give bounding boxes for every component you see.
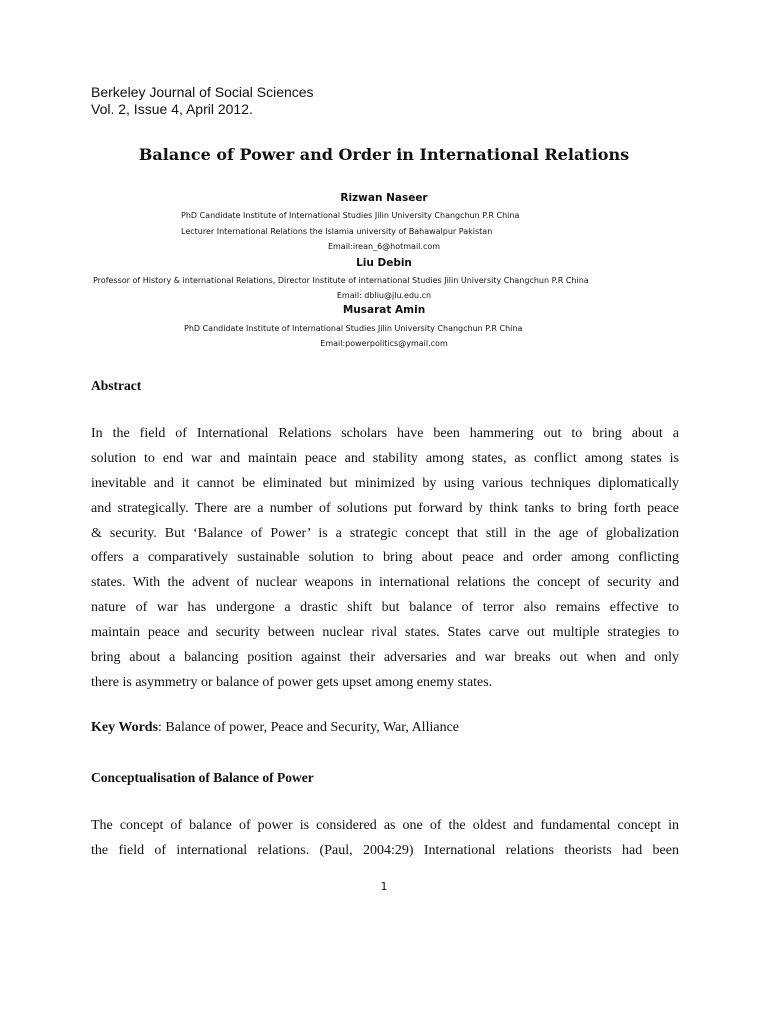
- journal-header: [91, 84, 314, 118]
- abstract-paragraph: [91, 422, 679, 696]
- text-line: maintain peace and security between nuclear rival states. States carve out multiple strategies to: [91, 625, 679, 641]
- text-line: nature of war has undergone a drastic shift but balance of terror also remains effective to: [91, 600, 679, 616]
- text-line: states. With the advent of nuclear weapons in international relations the concept of security and: [91, 575, 679, 591]
- abstract-heading: Abstract: [91, 378, 142, 393]
- journal-issue: Vol. 2, Issue 4, April 2012.: [91, 101, 253, 117]
- author-affiliation: PhD Candidate Institute of International Studies Jilin University Changchun P.R China: [184, 324, 523, 333]
- section-heading: Conceptualisation of Balance of Power: [91, 770, 314, 785]
- paper-title: Balance of Power and Order in International Relations: [138, 145, 630, 164]
- author-email: Email: dbliu@jlu.edu.cn: [336, 291, 432, 300]
- text-line: bring about a balancing position against their adversaries and war breaks out when and only: [91, 650, 679, 666]
- author-name: Musarat Amin: [342, 304, 426, 316]
- author-affiliation: PhD Candidate Institute of International Studies Jilin University Changchun P.R China: [181, 211, 520, 220]
- author-name: Liu Debin: [356, 257, 412, 269]
- author-email: Email:powerpolitics@ymail.com: [320, 339, 448, 348]
- author-affiliation: Professor of History & international Relations, Director Institute of international Studies Jilin University Changchun P.R China: [93, 276, 589, 285]
- text-line: In the field of International Relations scholars have been hammering out to bring about a: [91, 426, 679, 441]
- page-number: 1: [380, 880, 388, 893]
- keywords-line: [91, 720, 459, 736]
- author-affiliation: Lecturer International Relations the Islamia university of Bahawalpur Pakistan: [181, 227, 493, 236]
- text-line: solution to end war and maintain peace and stability among states, as conflict among states is: [91, 450, 679, 466]
- text-line: & security. But ‘Balance of Power’ is a strategic concept that still in the age of globalization: [91, 525, 679, 541]
- text-line: and strategically. There are a number of solutions put forward by think tanks to bring forth peace: [91, 500, 679, 516]
- text-line: inevitable and it cannot be eliminated but minimized by using various techniques diplomatically: [91, 475, 679, 491]
- text-line: The concept of balance of power is considered as one of the oldest and fundamental concept in: [91, 818, 679, 833]
- section-paragraph: [91, 814, 679, 864]
- text-line: the field of international relations. (Paul, 2004:29) International relations theorists had been: [91, 842, 679, 858]
- text-line: offers a comparatively sustainable solution to bring about peace and order among conflicting: [91, 550, 679, 566]
- journal-name: Berkeley Journal of Social Sciences: [91, 84, 314, 100]
- keywords-label: Key Words: [91, 720, 159, 735]
- author-name: Rizwan Naseer: [340, 192, 428, 204]
- author-email: Email:irean_6@hotmail.com: [327, 242, 441, 251]
- text-line: there is asymmetry or balance of power gets upset among enemy states.: [91, 674, 493, 690]
- keywords-text: : Balance of power, Peace and Security, War, Alliance: [158, 720, 459, 735]
